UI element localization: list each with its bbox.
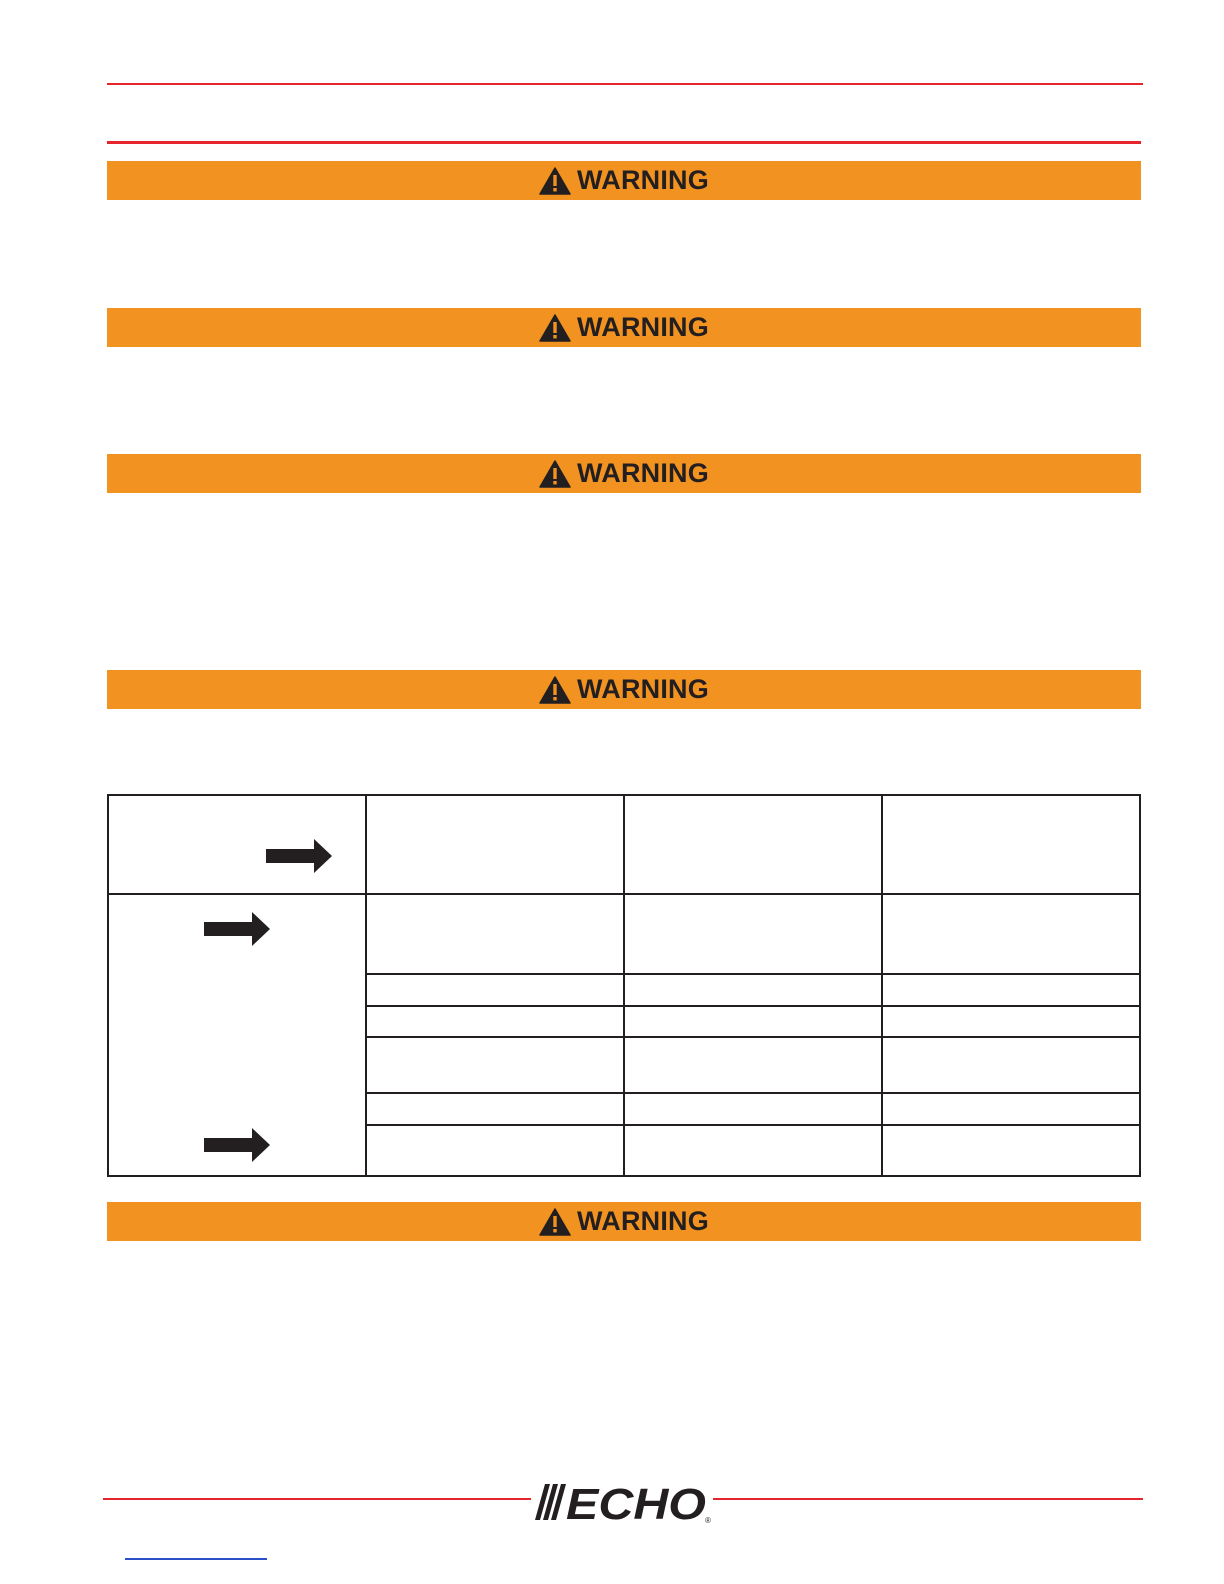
table-column-divider: [365, 796, 367, 1175]
table-row-divider: [366, 1036, 1139, 1038]
header-rule-top: [107, 83, 1143, 85]
footer-link-underline[interactable]: [125, 1558, 267, 1560]
warning-triangle-icon: [539, 676, 571, 704]
warning-label: WARNING: [577, 458, 709, 488]
right-arrow-icon: [266, 839, 332, 873]
warning-label: WARNING: [577, 674, 709, 704]
warning-banner-1: [107, 161, 1141, 200]
table-column-divider: [881, 796, 883, 1175]
echo-logo: [533, 1480, 715, 1524]
warning-label: WARNING: [577, 165, 709, 195]
right-arrow-icon: [204, 912, 270, 946]
warning-banner-3: [107, 454, 1141, 493]
table-row-divider: [366, 973, 1139, 975]
table-row-divider: [366, 1005, 1139, 1007]
warning-banner-5: [107, 1202, 1141, 1241]
svg-text:ECHO: ECHO: [566, 1480, 706, 1524]
footer-rule-right: [713, 1498, 1143, 1500]
header-rule-bottom: [107, 141, 1141, 144]
warning-triangle-icon: [539, 460, 571, 488]
table-header-divider: [109, 893, 1139, 895]
warning-label: WARNING: [577, 1206, 709, 1236]
table-column-divider: [623, 796, 625, 1175]
spec-table: [107, 794, 1141, 1177]
warning-triangle-icon: [539, 167, 571, 195]
right-arrow-icon: [204, 1128, 270, 1162]
table-row-divider: [366, 1092, 1139, 1094]
warning-triangle-icon: [539, 314, 571, 342]
warning-triangle-icon: [539, 1208, 571, 1236]
svg-text:®: ®: [705, 1516, 711, 1524]
table-row-divider: [366, 1124, 1139, 1126]
warning-banner-2: [107, 308, 1141, 347]
warning-banner-4: [107, 670, 1141, 709]
footer-rule-left: [103, 1498, 531, 1500]
warning-label: WARNING: [577, 312, 709, 342]
